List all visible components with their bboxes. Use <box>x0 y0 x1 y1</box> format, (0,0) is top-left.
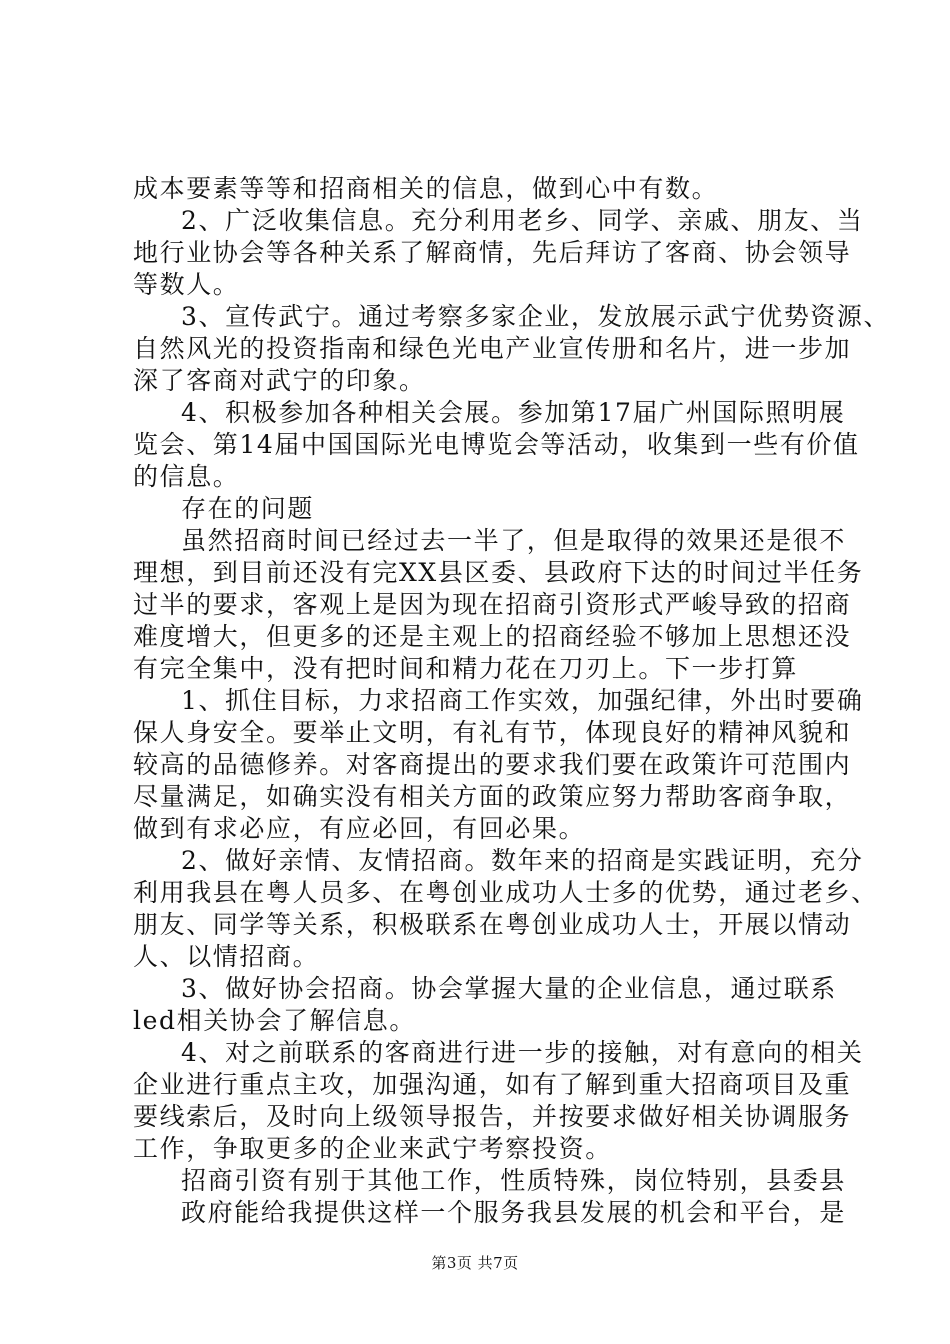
text-line: 理想，到目前还没有完XX县区委、县政府下达的时间过半任务 <box>133 558 864 587</box>
text-line: 的信息。 <box>133 462 240 491</box>
text-line: 2、广泛收集信息。充分利用老乡、同学、亲戚、朋友、当 <box>181 206 864 235</box>
text-line: 4、对之前联系的客商进行进一步的接触，对有意向的相关 <box>181 1038 864 1067</box>
text-line: 过半的要求，客观上是因为现在招商引资形式严峻导致的招商 <box>133 590 852 619</box>
text-line: 招商引资有别于其他工作，性质特殊，岗位特别，县委县 <box>181 1166 847 1195</box>
text-line: 自然风光的投资指南和绿色光电产业宣传册和名片，进一步加 <box>133 334 852 363</box>
text-line: 要线索后，及时向上级领导报告，并按要求做好相关协调服务 <box>133 1102 852 1131</box>
text-line: 人、以情招商。 <box>133 942 320 971</box>
text-line: 览会、第14届中国国际光电博览会等活动，收集到一些有价值 <box>133 430 860 459</box>
text-line: 1、抓住目标，力求招商工作实效，加强纪律，外出时要确 <box>181 686 864 715</box>
text-line: 工作，争取更多的企业来武宁考察投资。 <box>133 1134 612 1163</box>
text-line: 尽量满足，如确实没有相关方面的政策应努力帮助客商争取， <box>133 782 852 811</box>
text-line: 朋友、同学等关系，积极联系在粤创业成功人士，开展以情动 <box>133 910 852 939</box>
text-line: 3、宣传武宁。通过考察多家企业，发放展示武宁优势资源、 <box>181 302 891 331</box>
text-line: 较高的品德修养。对客商提出的要求我们要在政策许可范围内 <box>133 750 852 779</box>
text-line: 成本要素等等和招商相关的信息，做到心中有数。 <box>133 174 719 203</box>
text-line: 企业进行重点主攻，加强沟通，如有了解到重大招商项目及重 <box>133 1070 852 1099</box>
page-number-footer: 第3页 共7页 <box>431 1254 519 1272</box>
text-line: 3、做好协会招商。协会掌握大量的企业信息，通过联系 <box>181 974 837 1003</box>
text-line: 做到有求必应，有应必回，有回必果。 <box>133 814 586 843</box>
text-line: led相关协会了解信息。 <box>133 1006 416 1035</box>
text-line: 4、积极参加各种相关会展。参加第17届广州国际照明展 <box>181 398 846 427</box>
text-line: 有完全集中，没有把时间和精力花在刀刃上。下一步打算 <box>133 654 799 683</box>
text-line: 深了客商对武宁的印象。 <box>133 366 426 395</box>
text-line: 难度增大，但更多的还是主观上的招商经验不够加上思想还没 <box>133 622 852 651</box>
text-line: 等数人。 <box>133 270 240 299</box>
text-line: 政府能给我提供这样一个服务我县发展的机会和平台，是 <box>181 1198 847 1227</box>
text-line: 保人身安全。要举止文明，有礼有节，体现良好的精神风貌和 <box>133 718 852 747</box>
text-line: 虽然招商时间已经过去一半了，但是取得的效果还是很不 <box>181 526 847 555</box>
text-line: 地行业协会等各种关系了解商情，先后拜访了客商、协会领导 <box>133 238 852 267</box>
section-heading: 存在的问题 <box>181 494 315 523</box>
text-line: 利用我县在粤人员多、在粤创业成功人士多的优势，通过老乡、 <box>133 878 878 907</box>
text-line: 2、做好亲情、友情招商。数年来的招商是实践证明，充分 <box>181 846 864 875</box>
